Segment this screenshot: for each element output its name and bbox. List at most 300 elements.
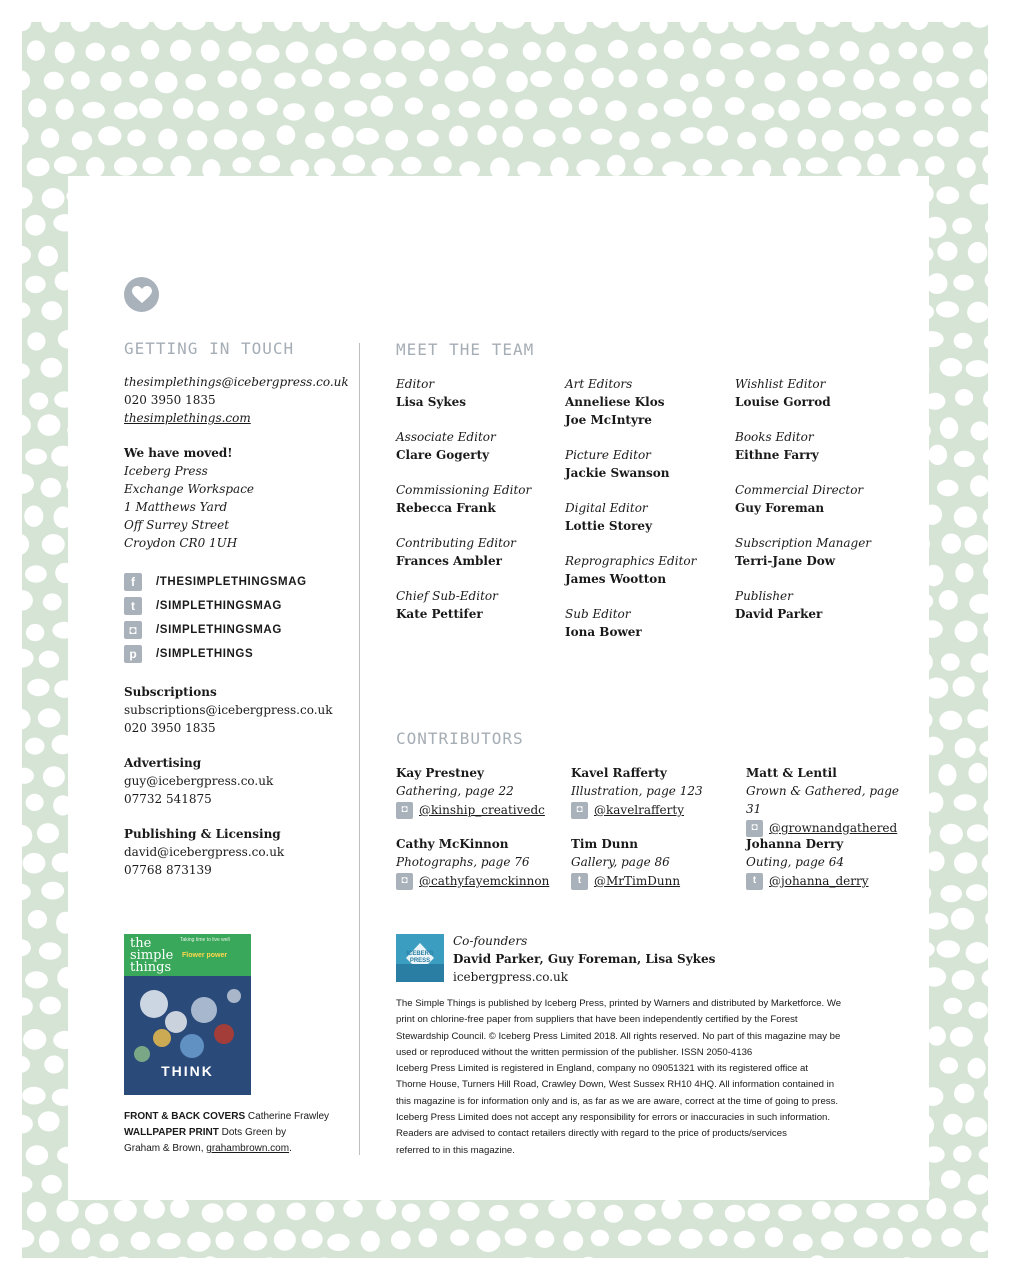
wallpaper-dot	[25, 971, 48, 988]
wallpaper-dot	[259, 155, 280, 173]
twitter-icon: t	[746, 873, 763, 890]
wallpaper-dot	[42, 1175, 62, 1194]
legal-line: Iceberg Press Limited is registered in England, company no 09051321 with its registered office at	[396, 1063, 809, 1075]
wallpaper-dot	[966, 884, 987, 901]
wallpaper-dot	[985, 218, 988, 236]
wallpaper-dot	[562, 127, 581, 144]
wallpaper-dot	[449, 22, 470, 30]
wallpaper-dot	[25, 738, 44, 755]
subscriptions-email[interactable]: subscriptions@icebergpress.co.uk	[124, 703, 333, 717]
wallpaper-dot	[39, 1230, 59, 1252]
wallpaper-dot	[22, 1176, 32, 1192]
contributor-card	[396, 835, 566, 890]
wallpaper-dot	[419, 69, 438, 87]
wallpaper-dot	[592, 68, 614, 88]
contributor-handle[interactable]	[396, 872, 566, 890]
wallpaper-dot	[371, 158, 393, 177]
wallpaper-dot	[952, 218, 972, 235]
wallpaper-dot	[748, 1203, 770, 1221]
cover-headline: Flower power	[182, 952, 228, 959]
wallpaper-dot	[721, 159, 742, 176]
wallpaper-dot	[950, 1027, 973, 1047]
wallpaper-dot	[965, 1117, 987, 1137]
social-label[interactable]: /THESIMPLETHINGSMAG	[156, 576, 307, 588]
wallpaper-dot	[305, 133, 325, 149]
wallpaper-dot	[970, 475, 988, 496]
wallpaper-dot	[129, 71, 148, 88]
team-name: Guy Foreman	[735, 501, 825, 515]
wallpaper-dot	[185, 74, 206, 91]
team-role: Wishlist Editor	[735, 377, 826, 391]
wallpaper-dot	[852, 22, 875, 32]
wallpaper-dot	[954, 506, 977, 527]
handle-text[interactable]: @kavelrafferty	[594, 803, 684, 817]
wallpaper-dot	[139, 98, 162, 118]
wallpaper-dot	[22, 363, 30, 379]
wallpaper-dot	[131, 1232, 151, 1250]
wallpaper-dot	[41, 882, 64, 900]
wallpaper-dot	[361, 1231, 380, 1252]
wallpaper-dot	[662, 161, 686, 177]
wallpaper-dot	[981, 98, 988, 115]
credit-link[interactable]: grahambrown.com	[206, 1143, 290, 1154]
wallpaper-dot	[38, 1111, 60, 1131]
wallpaper-dot	[85, 1203, 108, 1224]
wallpaper-dot	[969, 69, 987, 88]
wallpaper-dot	[968, 242, 988, 263]
address-line: 1 Matthews Yard	[124, 500, 228, 514]
wallpaper-dot	[619, 70, 638, 88]
wallpaper-dot	[928, 445, 947, 465]
wallpaper-dot	[806, 157, 828, 174]
wallpaper-dot	[822, 130, 844, 152]
wallpaper-dot	[315, 43, 337, 64]
advertising-heading: Advertising	[124, 756, 202, 770]
wallpaper-dot	[970, 1231, 988, 1252]
contributor-credit: Outing, page 64	[746, 855, 844, 869]
wallpaper-dot	[662, 1198, 682, 1219]
wallpaper-dot	[25, 276, 45, 293]
wallpaper-dot	[434, 156, 452, 173]
handle-text[interactable]: @kinship_creativedc	[419, 803, 545, 817]
team-role: Art Editors	[565, 377, 633, 391]
heart-icon	[124, 277, 159, 312]
wallpaper-dot	[41, 128, 59, 148]
wallpaper-dot	[957, 157, 976, 178]
handle-text[interactable]: @MrTimDunn	[594, 874, 681, 888]
wallpaper-dot	[71, 71, 90, 89]
wallpaper-dot	[27, 40, 45, 61]
team-name: Kate Pettifer	[396, 607, 483, 621]
wallpaper-dot	[111, 45, 129, 61]
contributor-handle[interactable]	[746, 872, 916, 890]
wallpaper-dot	[942, 22, 961, 28]
wallpaper-dot	[142, 157, 163, 174]
instagram-icon: ◘	[396, 802, 413, 819]
wallpaper-dot	[283, 103, 305, 120]
wallpaper-dot	[834, 1204, 857, 1223]
wallpaper-dot	[22, 998, 33, 1016]
advertising-email[interactable]: guy@icebergpress.co.uk	[124, 774, 274, 788]
contributor-name: Johanna Derry	[746, 837, 844, 851]
wallpaper-dot	[936, 72, 959, 88]
team-role: Editor	[396, 377, 435, 391]
wallpaper-dot	[967, 709, 988, 728]
handle-text[interactable]: @johanna_derry	[769, 874, 869, 888]
team-name: Anneliese Klos	[565, 395, 665, 409]
contributor-handle[interactable]	[396, 801, 566, 819]
wallpaper-dot	[954, 794, 977, 810]
wallpaper-dot	[709, 1229, 727, 1246]
contributor-credit: Photographs, page 76	[396, 855, 530, 869]
legal-line: Iceberg Press Limited does not accept any responsibility for errors or inaccuracies in such information.	[396, 1112, 831, 1124]
team-role: Contributing Editor	[396, 536, 516, 550]
wallpaper-dot	[971, 653, 988, 672]
contact-website[interactable]: thesimplethings.com	[124, 411, 251, 425]
wallpaper-dot	[229, 101, 248, 120]
wallpaper-dot	[22, 70, 30, 90]
team-name: David Parker	[735, 607, 823, 621]
wallpaper-dot	[22, 1230, 34, 1248]
wallpaper-dot	[187, 130, 207, 150]
cover-credits	[124, 1109, 354, 1157]
social-label[interactable]: /SIMPLETHINGSMAG	[156, 600, 282, 612]
contact-email[interactable]: thesimplethings@icebergpress.co.uk	[124, 375, 349, 389]
wallpaper-dot	[22, 22, 31, 31]
social-twitter[interactable]	[124, 594, 354, 618]
wallpaper-dot	[360, 73, 381, 90]
wallpaper-dot	[22, 1056, 30, 1073]
contributors-title: CONTRIBUTORS	[396, 729, 524, 748]
wallpaper-dot	[100, 1234, 119, 1252]
wallpaper-dot	[940, 358, 962, 376]
wallpaper-dot	[315, 102, 334, 122]
wallpaper-dot	[970, 22, 989, 28]
wallpaper-dot	[953, 275, 973, 291]
wallpaper-dot	[765, 127, 788, 148]
founders-block	[453, 932, 893, 986]
wallpaper-dot	[287, 1203, 306, 1221]
wallpaper-dot	[374, 40, 397, 61]
wallpaper-dot	[197, 101, 218, 121]
wallpaper-dot	[170, 1198, 189, 1218]
wallpaper-dot	[968, 763, 987, 783]
wallpaper-dot	[693, 159, 712, 176]
wallpaper-dot	[549, 98, 572, 118]
wallpaper-dot	[329, 72, 350, 89]
wallpaper-dot	[953, 1146, 971, 1163]
wallpaper-dot	[778, 100, 799, 121]
wallpaper-dot	[939, 590, 958, 610]
wallpaper-dot	[39, 942, 61, 959]
legal-line: The Simple Things is published by Iceberg Press, printed by Warners and distributed by Marketforce. We	[396, 998, 842, 1009]
address-line: Off Surrey Street	[124, 518, 230, 532]
team-name: Clare Gogerty	[396, 448, 490, 462]
wallpaper-dot	[286, 42, 309, 63]
wallpaper-dot	[22, 414, 31, 436]
wallpaper-dot	[187, 1232, 210, 1252]
wallpaper-dot	[55, 42, 75, 64]
advertising-phone: 07732 541875	[124, 792, 212, 806]
contact-phone: 020 3950 1835	[124, 393, 216, 407]
wallpaper-dot	[56, 99, 74, 120]
wallpaper-dot	[386, 72, 407, 88]
wallpaper-dot	[216, 1232, 234, 1250]
wallpaper-dot	[982, 1204, 988, 1224]
contributor-credit: Grown & Gathered, page 31	[746, 784, 900, 816]
publishing-email[interactable]: david@icebergpress.co.uk	[124, 845, 285, 859]
wallpaper-dot	[200, 1256, 220, 1258]
wallpaper-dot	[22, 709, 31, 730]
wallpaper-dot	[867, 154, 886, 176]
team-column	[396, 375, 561, 623]
wallpaper-dot	[577, 1202, 596, 1220]
wallpaper-dot	[22, 884, 31, 901]
wallpaper-dot	[869, 43, 889, 65]
wallpaper-dot	[22, 126, 29, 146]
founders-site[interactable]: icebergpress.co.uk	[453, 970, 569, 984]
wallpaper-dot	[40, 997, 61, 1015]
logo-text: ICEBERG PRESS	[406, 951, 434, 964]
team-column	[565, 375, 730, 641]
wallpaper-dot	[913, 71, 932, 91]
wallpaper-dot	[765, 1227, 783, 1247]
wallpaper-dot	[344, 100, 367, 117]
wallpaper-dot	[402, 1204, 421, 1222]
wallpaper-dot	[720, 43, 743, 60]
wallpaper-dot	[563, 1231, 583, 1251]
wallpaper-dot	[750, 41, 770, 57]
wallpaper-dot	[450, 1229, 469, 1245]
team-column	[735, 375, 900, 623]
wallpaper-dot	[839, 101, 861, 121]
wallpaper-dot	[98, 126, 121, 145]
wallpaper-dot	[984, 334, 988, 351]
credit-text: Dots Green by	[221, 1127, 287, 1138]
wallpaper-dot	[488, 43, 508, 59]
wallpaper-dot	[22, 768, 34, 784]
wallpaper-dot	[925, 99, 944, 116]
wallpaper-dot	[982, 969, 988, 987]
wallpaper-dot	[940, 1057, 958, 1073]
wallpaper-dot	[28, 98, 46, 117]
wallpaper-dot	[43, 593, 62, 610]
wallpaper-dot	[778, 1204, 802, 1221]
social-facebook[interactable]	[124, 570, 354, 594]
wallpaper-dot	[812, 1201, 831, 1219]
team-role: Associate Editor	[396, 430, 496, 444]
wallpaper-dot	[664, 40, 684, 59]
wallpaper-dot	[638, 103, 657, 120]
twitter-icon: t	[124, 597, 142, 615]
wallpaper-dot	[170, 40, 191, 61]
iceberg-press-logo	[396, 934, 444, 982]
wallpaper-dot	[386, 22, 407, 29]
wallpaper-dot	[405, 98, 423, 115]
wallpaper-dot	[970, 184, 988, 205]
wallpaper-dot	[419, 1228, 438, 1247]
wallpaper-dot	[854, 1228, 878, 1248]
wallpaper-dot	[27, 679, 49, 696]
wallpaper-dot	[155, 72, 178, 94]
wallpaper-dot	[519, 1203, 538, 1219]
social-label[interactable]: /SIMPLETHINGS	[156, 648, 254, 660]
social-instagram[interactable]	[124, 618, 354, 642]
wallpaper-dot	[26, 1145, 49, 1165]
wallpaper-dot	[979, 1146, 988, 1163]
wallpaper-dot	[564, 68, 584, 90]
wallpaper-dot	[258, 1258, 282, 1259]
contributor-name: Kavel Rafferty	[571, 766, 667, 780]
address-line: Croydon CR0 1UH	[124, 536, 238, 550]
legal-line: Readers are advised to contact retailers directly with regard to the price of products/services	[396, 1128, 787, 1140]
contributor-card	[571, 835, 741, 890]
wallpaper-dot	[983, 449, 988, 467]
wallpaper-dot	[201, 40, 220, 61]
wallpaper-dot	[882, 22, 902, 29]
wallpaper-dot	[301, 69, 322, 87]
wallpaper-dot	[725, 1205, 745, 1223]
wallpaper-dot	[862, 102, 886, 119]
wallpaper-dot	[605, 100, 626, 121]
wallpaper-dot	[37, 823, 59, 843]
wallpaper-dot	[22, 939, 31, 956]
wallpaper-dot	[86, 43, 106, 61]
wallpaper-dot	[83, 1256, 102, 1258]
wallpaper-dot	[970, 131, 989, 148]
social-label[interactable]: /SIMPLETHINGSMAG	[156, 624, 282, 636]
social-pinterest[interactable]	[124, 642, 354, 666]
pinterest-icon: p	[124, 645, 142, 663]
wallpaper-dot	[953, 1200, 976, 1219]
wallpaper-dot	[157, 1233, 180, 1250]
cover-brand: the simple things	[130, 936, 174, 975]
wallpaper-dot	[579, 1257, 599, 1258]
wallpaper-dot	[765, 72, 786, 91]
wallpaper-dot	[984, 1029, 988, 1049]
wallpaper-dot	[172, 1257, 192, 1258]
wallpaper-dot	[648, 1229, 672, 1246]
wallpaper-dot	[985, 271, 988, 290]
wallpaper-dot	[158, 129, 177, 150]
wallpaper-dot	[752, 103, 775, 120]
wallpaper-dot	[22, 1115, 33, 1134]
wallpaper-dot	[86, 157, 105, 178]
contributor-handle[interactable]	[571, 872, 741, 890]
wallpaper-dot	[853, 69, 874, 90]
wallpaper-dot	[473, 66, 496, 88]
wallpaper-dot	[57, 1200, 79, 1221]
contributor-card	[571, 764, 741, 819]
wallpaper-dot	[942, 534, 962, 554]
wallpaper-dot	[218, 70, 237, 87]
wallpaper-dot	[22, 1087, 46, 1105]
wallpaper-dot	[866, 1203, 889, 1219]
wallpaper-dot	[533, 129, 556, 147]
wallpaper-dot	[937, 940, 960, 958]
team-name: Louise Gorrod	[735, 395, 831, 409]
wallpaper-dot	[22, 590, 33, 610]
wallpaper-dot	[38, 414, 61, 436]
wallpaper-dot	[796, 22, 815, 35]
wallpaper-dot	[242, 130, 264, 150]
contributor-name: Tim Dunn	[571, 837, 638, 851]
legal-line: this magazine is for information only and is, as far as we are aware, correct at the time of going to press.	[396, 1095, 839, 1107]
wallpaper-dot	[879, 71, 900, 88]
contributor-handle[interactable]	[571, 801, 741, 819]
wallpaper-dot	[783, 158, 801, 178]
wallpaper-dot	[937, 480, 958, 497]
wallpaper-dot	[228, 41, 251, 61]
wallpaper-dot	[127, 130, 145, 147]
team-role: Digital Editor	[565, 501, 648, 515]
wallpaper-dot	[951, 908, 974, 930]
wallpaper-dot	[823, 22, 841, 27]
wallpaper-dot	[941, 1170, 961, 1188]
credit-label: WALLPAPER PRINT	[124, 1127, 219, 1138]
wallpaper-dot	[936, 187, 959, 205]
wallpaper-dot	[22, 302, 30, 319]
wallpaper-dot	[965, 535, 988, 555]
wallpaper-dot	[82, 102, 105, 119]
wallpaper-dot	[984, 1084, 988, 1102]
wallpaper-dot	[376, 1199, 396, 1219]
instagram-icon: ◘	[396, 873, 413, 890]
wallpaper-dot	[793, 1234, 813, 1251]
wallpaper-dot	[343, 39, 367, 58]
legal-line: Stewardship Council. © Iceberg Press Limited 2018. All rights reserved. No part of this magazine may be	[396, 1030, 841, 1042]
founders-label: Co-founders	[453, 934, 528, 948]
wallpaper-dot	[22, 825, 32, 847]
wallpaper-dot	[692, 97, 712, 119]
wallpaper-dot	[232, 157, 251, 173]
wallpaper-dot	[22, 245, 31, 264]
wallpaper-dot	[226, 1203, 247, 1221]
team-role: Books Editor	[735, 430, 814, 444]
wallpaper-dot	[25, 449, 47, 465]
wallpaper-dot	[23, 1029, 46, 1050]
wallpaper-dot	[515, 99, 537, 119]
wallpaper-dot	[607, 155, 626, 176]
wallpaper-dot	[128, 22, 149, 29]
wallpaper-dot	[575, 44, 597, 62]
wallpaper-dot	[25, 565, 47, 582]
handle-text[interactable]: @cathyfayemckinnon	[419, 874, 550, 888]
wallpaper-dot	[955, 563, 973, 582]
wallpaper-dot	[72, 1228, 91, 1250]
wallpaper-dot	[922, 41, 944, 63]
wallpaper-dot	[25, 215, 45, 236]
wallpaper-dot	[445, 70, 469, 91]
wallpaper-dot	[274, 1229, 296, 1251]
wallpaper-dot	[429, 1201, 449, 1220]
wallpaper-dot	[385, 130, 408, 151]
wallpaper-dot	[141, 40, 159, 60]
handle-text[interactable]: @grownandgathered	[769, 821, 898, 835]
wallpaper-dot	[984, 798, 989, 816]
wallpaper-dot	[878, 128, 899, 146]
wallpaper-dot	[359, 22, 382, 31]
cover-word: THINK	[161, 1063, 214, 1079]
wallpaper-dot	[182, 22, 206, 30]
publishing-phone: 07768 873139	[124, 863, 212, 877]
contributor-credit: Gathering, page 22	[396, 784, 514, 798]
wallpaper-dot	[22, 474, 34, 494]
wallpaper-dot	[619, 132, 639, 150]
wallpaper-dot	[679, 1229, 703, 1249]
wallpaper-dot	[414, 22, 436, 31]
wallpaper-dot	[302, 22, 320, 32]
